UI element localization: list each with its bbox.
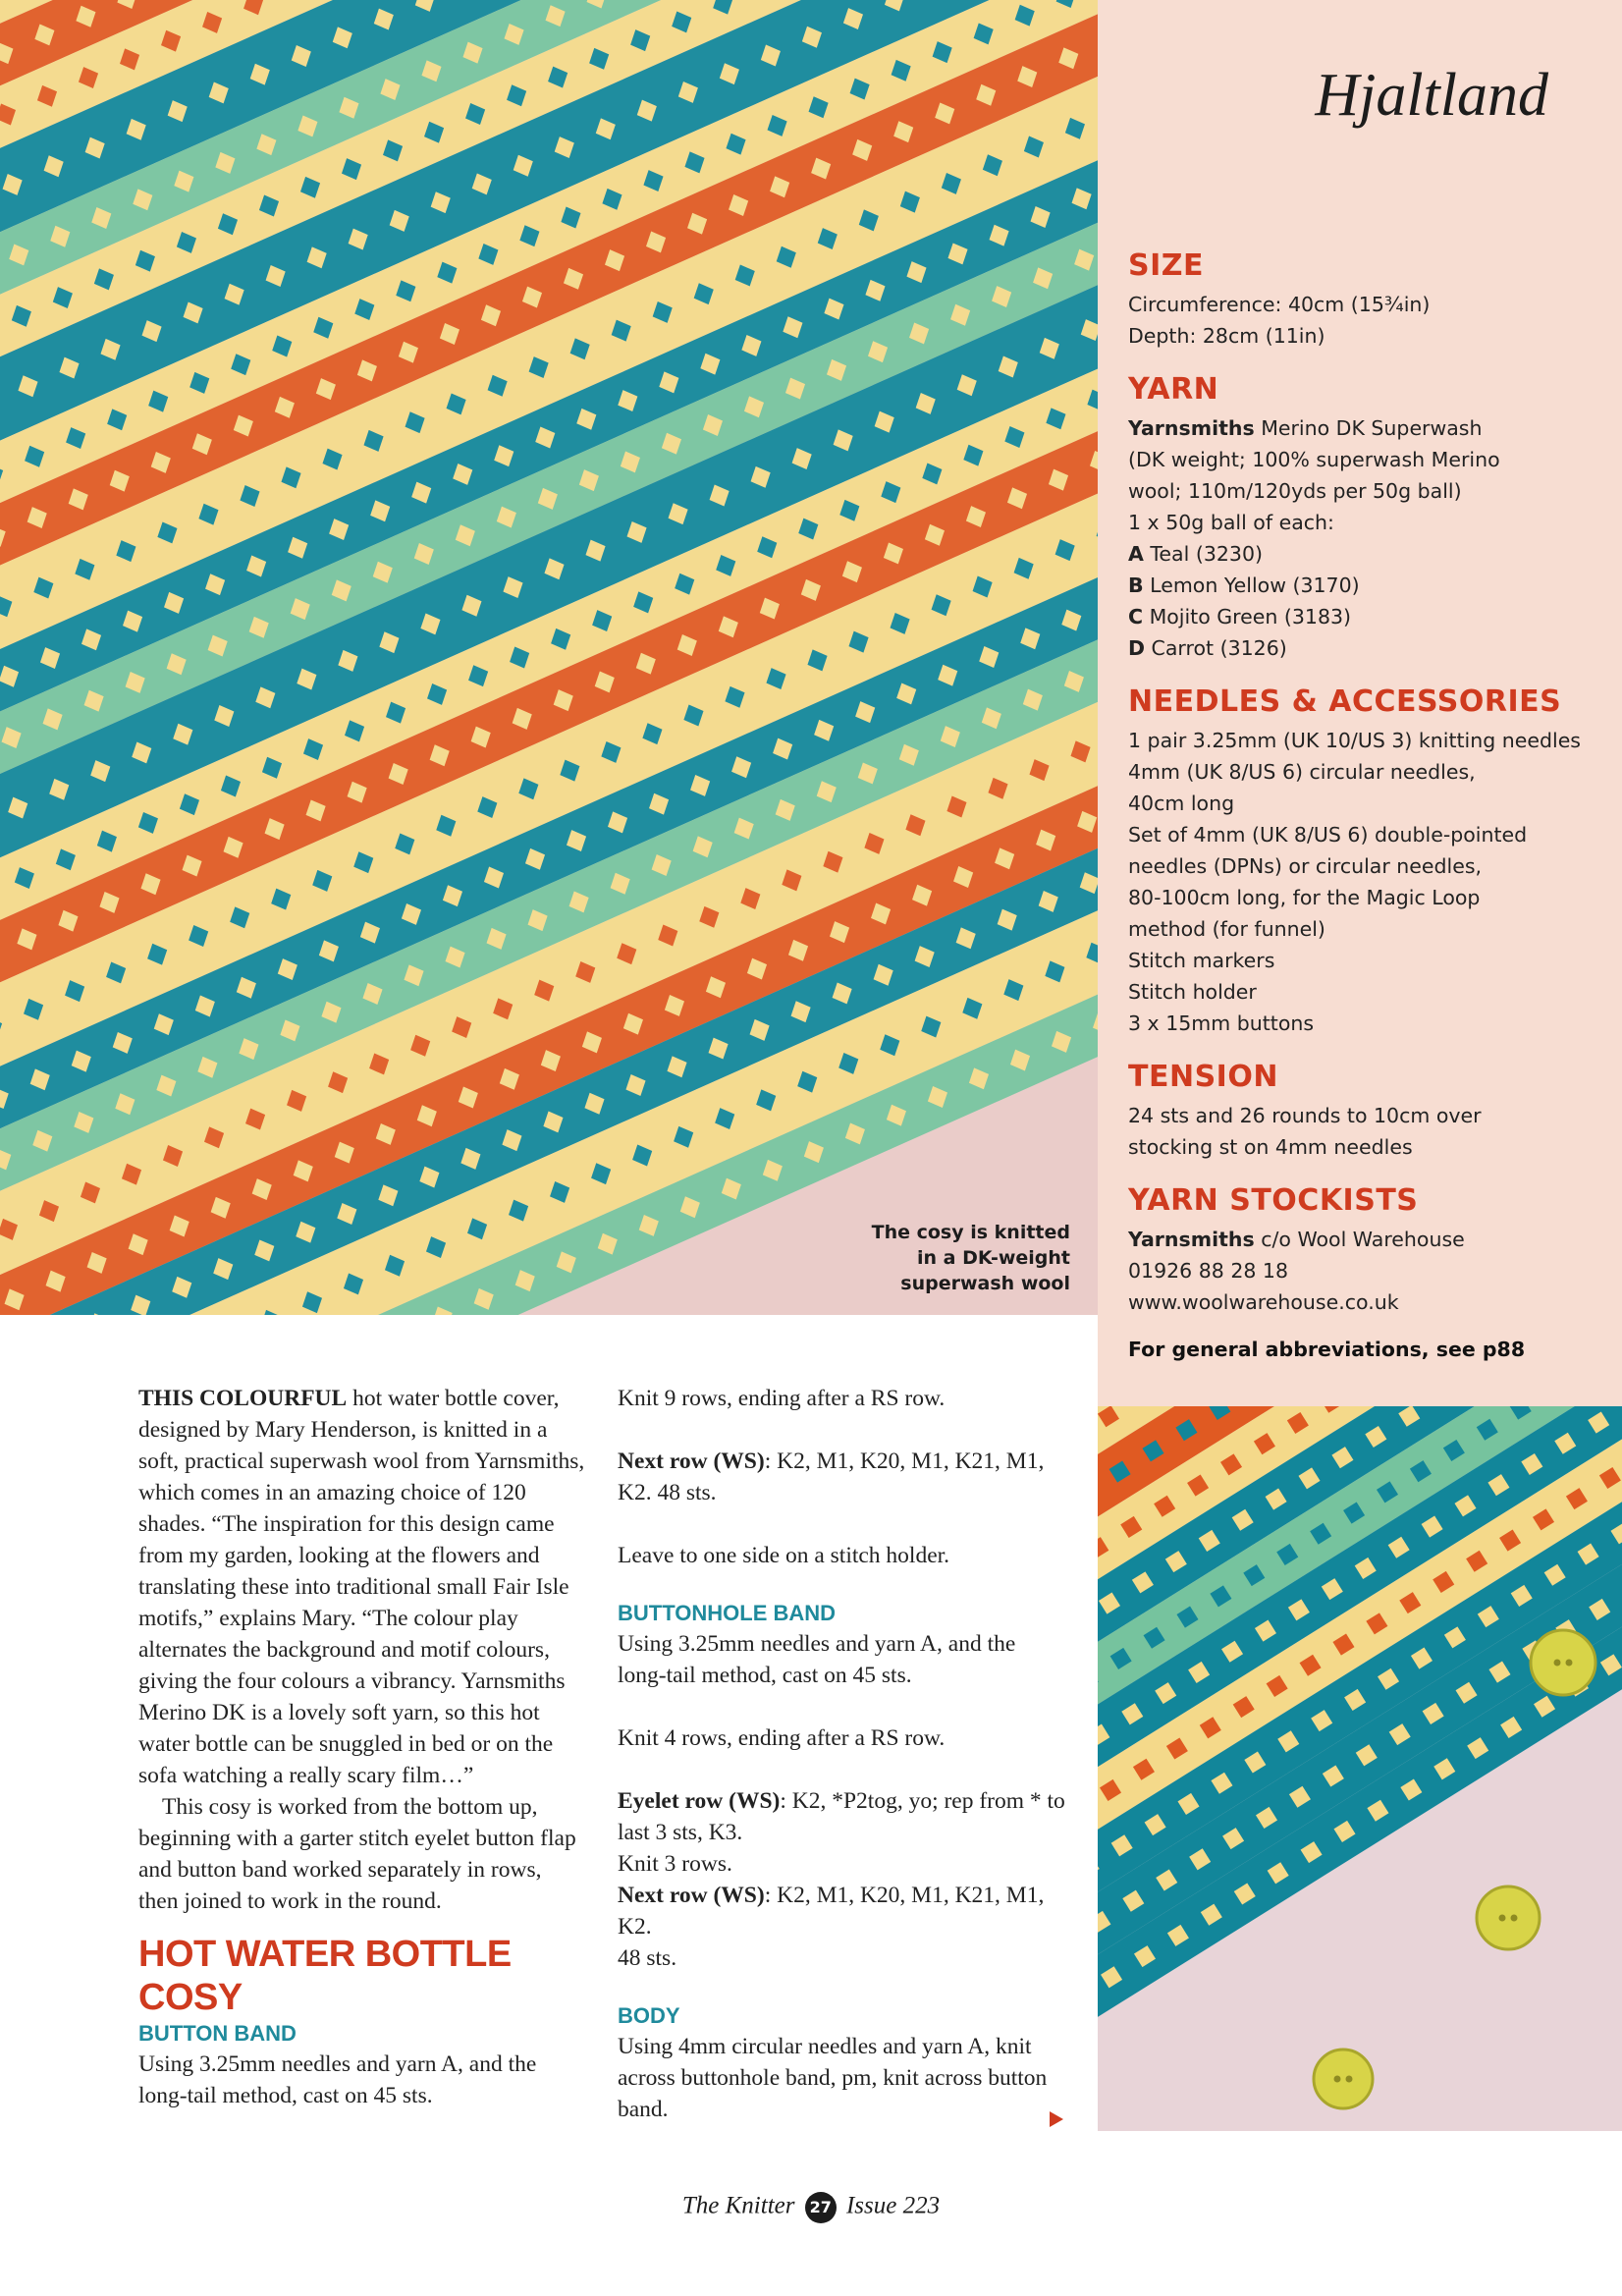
button-hole — [1346, 2076, 1353, 2083]
needles-line: 1 pair 3.25mm (UK 10/US 3) knitting needles — [1128, 729, 1581, 752]
photo-sheen — [0, 0, 1098, 1315]
needles-line: Set of 4mm (UK 8/US 6) double-pointed — [1128, 823, 1528, 847]
needles-line: method (for funnel) — [1128, 917, 1325, 941]
button-band-heading: BUTTON BAND — [138, 2021, 297, 2046]
body-heading: BODY — [618, 2003, 680, 2028]
button-band-image — [1098, 1406, 1622, 2131]
instruction-label: Eyelet row (WS) — [618, 1788, 781, 1814]
page-number: 27 — [805, 2192, 837, 2223]
yarn-product — [1128, 412, 1599, 444]
colour-letter: B — [1128, 574, 1144, 597]
intro-text: hot water bottle cover, designed by Mary Henderson, is knitted in a soft, practical superwash wool from Yarnsmiths, which comes in an amazing choice of 120 shades. “The inspiration for this design came from my garden, looking at the flowers and translating these into traditional small Fair Isle motifs,” explains Mary. “The colour play alternates the background and motif colours, giving the four colours a vibrancy. Yarnsmiths Merino DK is a lovely soft yarn, so this hot water bottle can be snuggled in bed or on the sofa watching a really scary film…” — [138, 1386, 585, 1788]
needles-line: Stitch holder — [1128, 980, 1257, 1004]
colour-name: Carrot (3126) — [1145, 636, 1287, 660]
photo-caption — [864, 1220, 1070, 1296]
yarn-line: (DK weight; 100% superwash Merino — [1128, 448, 1500, 471]
tension-section — [1128, 1059, 1599, 1163]
info-panel — [1098, 0, 1622, 1406]
caption-line: The cosy is knitted — [871, 1222, 1070, 1243]
intro-lead: THIS COLOURFUL — [138, 1386, 348, 1411]
instruction — [618, 1785, 1069, 1848]
yarn-colour — [1128, 570, 1599, 601]
button-band-text: Using 3.25mm needles and yarn A, and the long-tail method, cast on 45 sts. — [138, 2051, 537, 2108]
button-icon — [1314, 2050, 1373, 2108]
stockist-brand: Yarnsmiths — [1128, 1228, 1255, 1251]
needles-section — [1128, 683, 1599, 1039]
magazine-name: The Knitter — [681, 2192, 795, 2219]
instruction: Leave to one side on a stitch holder. — [618, 1543, 950, 1568]
tension-line: 24 sts and 26 rounds to 10cm over — [1128, 1104, 1482, 1127]
info-panel-body — [1128, 247, 1599, 1361]
pattern-heading: HOT WATER BOTTLE COSY — [138, 1934, 512, 2018]
stockist-website[interactable]: www.woolwarehouse.co.uk — [1128, 1290, 1399, 1314]
size-heading: SIZE — [1128, 248, 1205, 283]
needles-line: 40cm long — [1128, 792, 1235, 815]
stockists-heading: YARN STOCKISTS — [1128, 1183, 1419, 1218]
button-hole — [1334, 2076, 1341, 2083]
yarn-colour — [1128, 538, 1599, 570]
text-column-1 — [138, 1383, 586, 2111]
instruction-label: Next row (WS) — [618, 1883, 765, 1908]
button-hole — [1554, 1660, 1561, 1667]
needles-line: needles (DPNs) or circular needles, — [1128, 854, 1483, 878]
buttonhole-band-heading: BUTTONHOLE BAND — [618, 1601, 837, 1625]
caption-line: superwash wool — [900, 1273, 1070, 1294]
instruction-label: Next row (WS) — [618, 1449, 765, 1474]
needles-line: Stitch markers — [1128, 949, 1275, 972]
issue-number: Issue 223 — [845, 2192, 941, 2219]
yarn-line: wool; 110m/120yds per 50g ball) — [1128, 479, 1462, 503]
instruction: Using 4mm circular needles and yarn A, knit across buttonhole band, pm, knit across button band. — [618, 2034, 1048, 2122]
colour-letter: A — [1128, 542, 1144, 566]
stockist-phone: 01926 88 28 18 — [1128, 1259, 1289, 1283]
stockist-rest: c/o Wool Warehouse — [1254, 1228, 1465, 1251]
stockists-section — [1128, 1182, 1599, 1318]
yarn-line: 1 x 50g ball of each: — [1128, 511, 1334, 534]
size-section — [1128, 247, 1599, 352]
yarn-colour — [1128, 601, 1599, 632]
pattern-title: Hjaltland — [1315, 62, 1548, 129]
button-icon — [1531, 1630, 1595, 1695]
colour-name: Mojito Green (3183) — [1143, 605, 1352, 629]
stockist-name — [1128, 1224, 1599, 1255]
page-footer — [0, 2192, 1622, 2223]
instruction-text: : K2, *P2tog, yo; rep from * to last 3 sts, K3. — [618, 1788, 1065, 1845]
yarn-heading: YARN — [1128, 372, 1219, 407]
size-line: Depth: 28cm (11in) — [1128, 324, 1325, 348]
size-line: Circumference: 40cm (15¾in) — [1128, 293, 1431, 316]
instruction: Using 3.25mm needles and yarn A, and the long-tail method, cast on 45 sts. — [618, 1631, 1016, 1688]
instruction: 48 sts. — [618, 1945, 677, 1971]
text-column-2 — [618, 1383, 1069, 2125]
caption-line: in a DK-weight — [917, 1247, 1070, 1269]
needles-heading: NEEDLES & ACCESSORIES — [1128, 684, 1562, 719]
yarn-product-name: Merino DK Superwash — [1254, 416, 1483, 440]
instruction — [618, 1446, 1069, 1508]
colour-name: Lemon Yellow (3170) — [1143, 574, 1360, 597]
instruction — [618, 1880, 1069, 1942]
needles-line: 4mm (UK 8/US 6) circular needles, — [1128, 760, 1476, 784]
instruction: Knit 9 rows, ending after a RS row. — [618, 1386, 946, 1411]
intro-paragraph — [138, 1383, 586, 1791]
instruction: Knit 4 rows, ending after a RS row. — [618, 1725, 946, 1751]
intro-paragraph-2: This cosy is worked from the bottom up, beginning with a garter stitch eyelet button flap and button band worked separately in rows, then joined to work in the round. — [138, 1794, 576, 1914]
buttons-detail-photo — [1098, 1406, 1622, 2131]
yarn-section — [1128, 371, 1599, 664]
colour-letter: D — [1128, 636, 1146, 660]
colour-letter: C — [1128, 605, 1144, 629]
needles-line: 3 x 15mm buttons — [1128, 1011, 1315, 1035]
instruction-text: : K2, M1, K20, M1, K21, M1, K2. 48 sts. — [618, 1449, 1045, 1505]
main-knitting-photo — [0, 0, 1098, 1315]
button-hole — [1566, 1660, 1573, 1667]
tension-heading: TENSION — [1128, 1060, 1278, 1094]
instruction-text: : K2, M1, K20, M1, K21, M1, K2. — [618, 1883, 1045, 1940]
continue-arrow-icon — [1050, 2111, 1063, 2127]
yarn-brand: Yarnsmiths — [1128, 416, 1255, 440]
needles-line: 80-100cm long, for the Magic Loop — [1128, 886, 1481, 909]
yarn-colour — [1128, 632, 1599, 664]
button-hole — [1511, 1915, 1518, 1922]
tension-line: stocking st on 4mm needles — [1128, 1135, 1413, 1159]
button-hole — [1499, 1915, 1506, 1922]
fair-isle-knit-image — [0, 0, 1098, 1315]
colour-name: Teal (3230) — [1143, 542, 1263, 566]
button-icon — [1477, 1886, 1540, 1949]
instruction: Knit 3 rows. — [618, 1851, 732, 1877]
abbreviations-note: For general abbreviations, see p88 — [1128, 1338, 1526, 1361]
